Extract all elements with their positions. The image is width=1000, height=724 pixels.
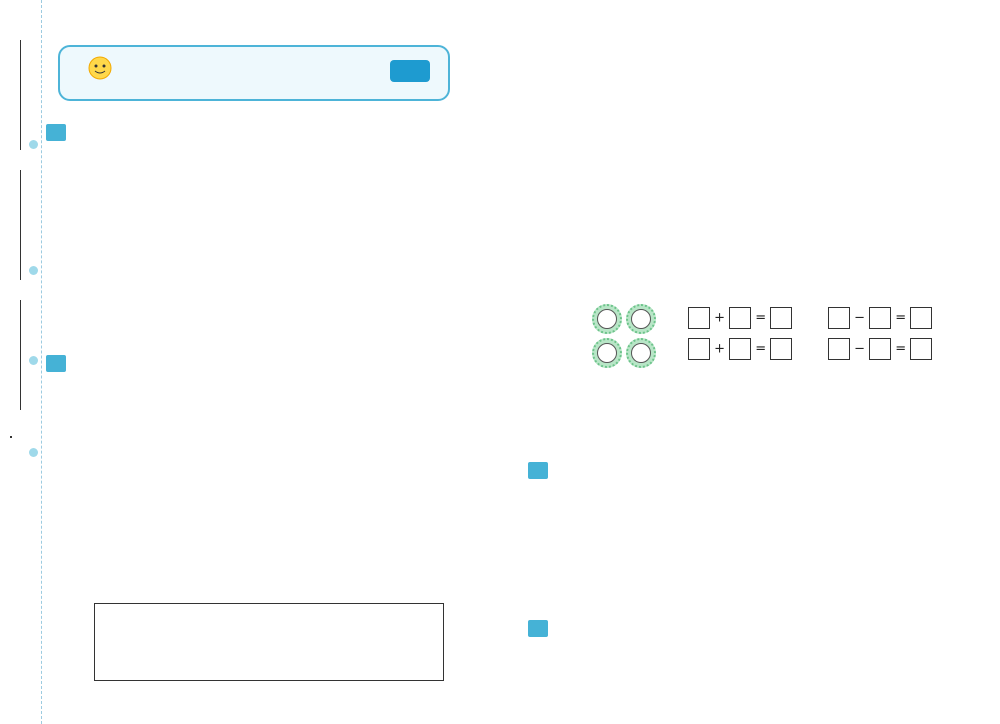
sec2-heading	[46, 355, 72, 372]
answer-box[interactable]	[869, 338, 891, 360]
class-line	[20, 170, 21, 280]
sec4-number	[528, 620, 548, 637]
flower-2	[626, 304, 656, 334]
answer-box[interactable]	[910, 307, 932, 329]
answer-box[interactable]	[729, 307, 751, 329]
answer-box[interactable]	[828, 307, 850, 329]
answer-box[interactable]	[910, 338, 932, 360]
sec1-number	[46, 124, 66, 141]
answer-box[interactable]	[828, 338, 850, 360]
answer-box[interactable]	[688, 338, 710, 360]
sec3-heading	[528, 462, 554, 479]
add-equation-2: + =	[688, 338, 792, 360]
sun-logo-icon	[70, 52, 130, 96]
sec1-heading	[46, 124, 72, 141]
hole-1	[29, 140, 38, 149]
school-line	[20, 300, 21, 410]
split-table	[94, 603, 444, 681]
flower-group	[592, 304, 656, 368]
flower-4-num	[631, 343, 651, 363]
split-whole	[95, 604, 444, 681]
hole-3	[29, 356, 38, 365]
answer-box[interactable]	[770, 338, 792, 360]
flower-1-num	[597, 309, 617, 329]
flower-2-num	[631, 309, 651, 329]
name-line	[20, 40, 21, 150]
binding-spine	[0, 0, 42, 724]
answer-box[interactable]	[770, 307, 792, 329]
addition-table	[562, 72, 740, 150]
answer-box[interactable]	[869, 307, 891, 329]
sec4-heading	[528, 620, 554, 637]
flower-3	[592, 338, 622, 368]
answer-box[interactable]	[729, 338, 751, 360]
sec2-number	[46, 355, 66, 372]
spine-grade	[10, 436, 12, 438]
flower-1	[592, 304, 622, 334]
answer-box[interactable]	[688, 307, 710, 329]
badge	[390, 60, 430, 82]
subtraction-table	[754, 72, 932, 150]
sec3-number	[528, 462, 548, 479]
sub-equation-1: − =	[828, 307, 932, 329]
flower-3-num	[597, 343, 617, 363]
hole-2	[29, 266, 38, 275]
flower-4	[626, 338, 656, 368]
sub-equation-2: − =	[828, 338, 932, 360]
spine-strip	[10, 430, 32, 710]
add-equation-1: + =	[688, 307, 792, 329]
